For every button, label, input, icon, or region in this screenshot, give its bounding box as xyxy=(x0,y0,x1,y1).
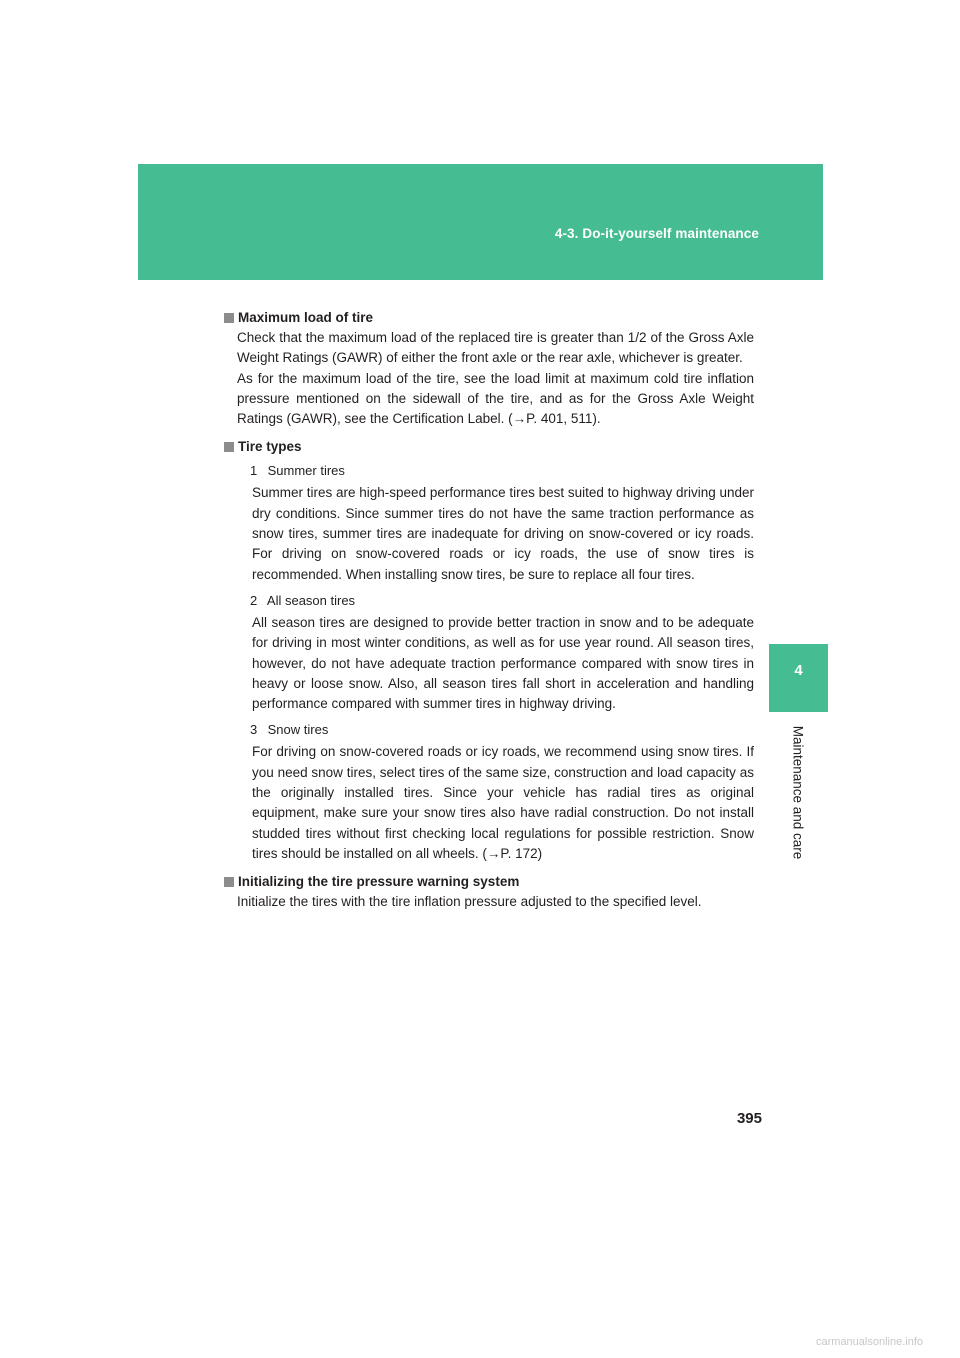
square-bullet-icon xyxy=(224,442,234,452)
section-title: Tire types xyxy=(224,437,754,457)
list-item-heading: 2 All season tires xyxy=(250,591,754,611)
list-item-heading: 3 Snow tires xyxy=(250,720,754,740)
section-tire-types xyxy=(224,437,754,864)
chapter-label: Maintenance and care xyxy=(790,725,806,860)
list-item-body: Summer tires are high-speed performance tires best suited to highway driving under dry conditions. Since summer tires do not have the same traction performance as snow tires, summer tires are inadequate for driving on snow-covered or icy roads. For driving on snow-covered roads or icy roads, the use of snow tires is recommended. When installing snow tires, be sure to replace all four tires. xyxy=(252,485,754,582)
list-item-body: For driving on snow-covered roads or icy roads, we recommend using snow tires. If you need snow tires, select tires of the same size, construction and load capacity as the originally installed tires. Since your vehicle has radial tires as original equipment, make sure your snow tires also have radial construction. Do not install studded tires without first checking local regulations for possible restriction. Snow tires should be installed on all wheels. (→P. 172) xyxy=(252,744,754,861)
section-initializing xyxy=(224,872,754,912)
list-item-number: 2 xyxy=(250,592,258,608)
list-item-number: 3 xyxy=(250,722,258,738)
list-item-number: 1 xyxy=(250,463,258,479)
paragraph: As for the maximum load of the tire, see the load limit at maximum cold tire inflation pressure mentioned on the sidewall of the tire, and as for the Gross Axle Weight Ratings (GAWR), see the Certification Label. (→P. 401, 511). xyxy=(237,370,754,427)
list-item-body: All season tires are designed to provide better traction in snow and to be adequate for driving in most winter conditions, as well as for use year round. All season tires, however, do not have adequate traction performance compared with snow tires in heavy or loose snow. Also, all season tires fall short in acceleration and handling performance compared with summer tires in highway driving. xyxy=(252,614,754,712)
page-number: 395 xyxy=(736,1110,762,1127)
chapter-number: 4 xyxy=(794,662,803,679)
list-item-heading: 1 Summer tires xyxy=(250,461,754,481)
square-bullet-icon xyxy=(224,313,234,323)
header-band xyxy=(138,164,823,280)
paragraph: Initialize the tires with the tire inflation pressure adjusted to the specified level. xyxy=(237,894,702,910)
section-maximum-load xyxy=(224,308,754,429)
section-title: Initializing the tire pressure warning system xyxy=(224,872,754,892)
chapter-tab xyxy=(769,644,828,712)
square-bullet-icon xyxy=(224,877,234,887)
section-title: Maximum load of tire xyxy=(224,308,754,328)
section-header-title: 4-3. Do-it-yourself maintenance xyxy=(554,226,759,241)
paragraph: Check that the maximum load of the replaced tire is greater than 1/2 of the Gross Axle Weight Ratings (GAWR) of either the front axle or the rear axle, whichever is greater. xyxy=(237,330,754,366)
page-content xyxy=(224,308,754,921)
watermark: carmanualsonline.info xyxy=(816,1336,924,1348)
